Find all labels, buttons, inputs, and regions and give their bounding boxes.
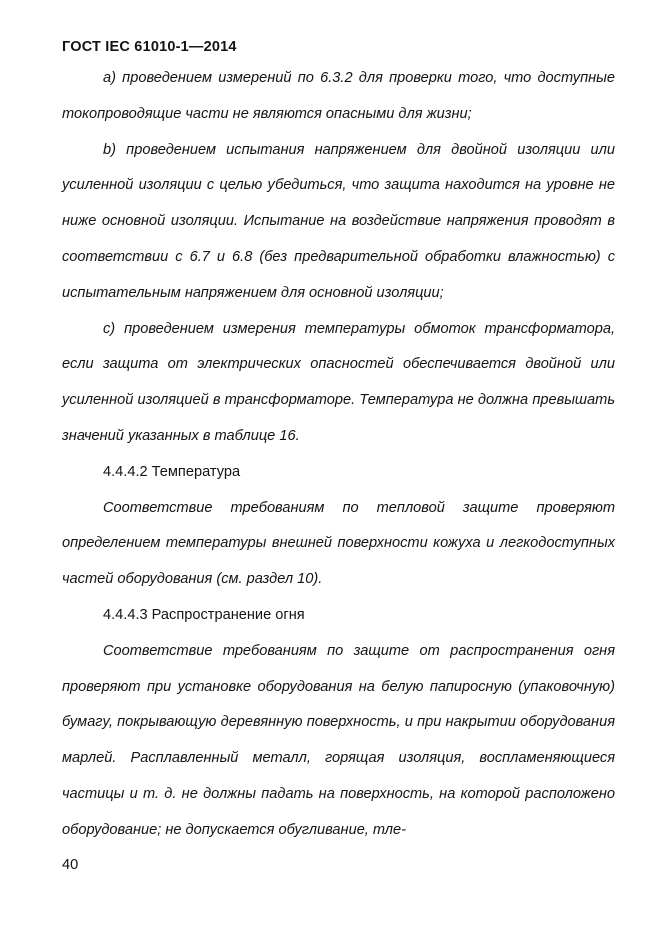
section-heading-4-4-4-2: 4.4.4.2 Температура: [103, 463, 241, 480]
paragraph-item-c: с) проведением измерения температуры обмоток трансформатора, если защита от электрических опасностей обеспечивается двойной или усиленной изоляцией в трансформаторе. Температура не должна превышать значений указанных в таблице 16.: [62, 320, 615, 444]
document-header: ГОСТ IEC 61010-1—2014: [62, 39, 237, 55]
paragraph-item-a: а) проведением измерений по 6.3.2 для проверки того, что доступные токопроводящие части не являются опасными для жизни;: [62, 70, 615, 122]
document-body: [62, 61, 615, 849]
paragraph-fire-spread: Соответствие требованиям по защите от распространения огня проверяют при установке оборудования на белую папиросную (упаковочную) бумагу, покрывающую деревянную поверхность, и при накрытии оборудования марлей. Расплавленный металл, горящая изоляция, воспламеняющиеся частицы и т. д. не должны падать на поверхность, на которой расположено оборудование; не допускается обугливание, тле-: [62, 642, 615, 838]
paragraph-thermal-protection: Соответствие требованиям по тепловой защите проверяют определением температуры внешней поверхности кожуха и легкодоступных частей оборудования (см. раздел 10).: [62, 499, 615, 588]
page-number: 40: [62, 857, 79, 873]
paragraph-item-b: b) проведением испытания напряжением для двойной изоляции или усиленной изоляции с целью убедиться, что защита находится на уровне не ниже основной изоляции. Испытание на воздействие напряжения проводят в соответствии с 6.7 и 6.8 (без предварительной обработки влажностью) с испытательным напряжением для основной изоляции;: [62, 141, 615, 301]
section-heading-4-4-4-3: 4.4.4.3 Распространение огня: [103, 606, 305, 623]
